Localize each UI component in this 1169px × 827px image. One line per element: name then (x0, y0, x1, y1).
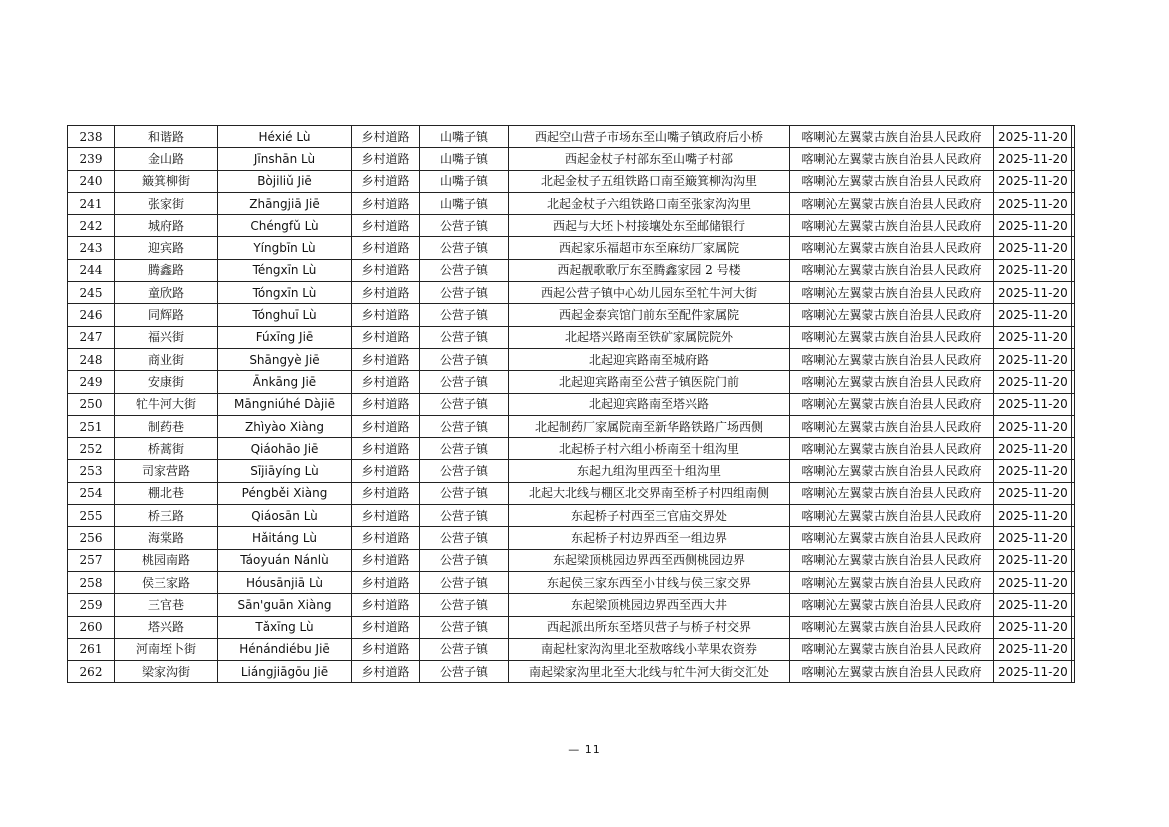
cell-name: 河南垤卜街 (115, 638, 218, 660)
cell-name: 梁家沟街 (115, 661, 218, 683)
cell-date: 2025-11-20 (994, 594, 1072, 616)
cell-description: 北起大北线与棚区北交界南至桥子村四组南侧 (509, 482, 790, 504)
cell-town: 公营子镇 (420, 438, 509, 460)
cell-note (1072, 661, 1075, 683)
cell-note (1072, 371, 1075, 393)
cell-description: 南起杜家沟沟里北至敖喀线小苹果农资券 (509, 638, 790, 660)
cell-category: 乡村道路 (352, 215, 420, 237)
cell-number: 238 (68, 126, 115, 148)
cell-pinyin: Ānkāng Jiē (218, 371, 352, 393)
cell-date: 2025-11-20 (994, 215, 1072, 237)
cell-category: 乡村道路 (352, 505, 420, 527)
cell-pinyin: Tǎxīng Lù (218, 616, 352, 638)
cell-date: 2025-11-20 (994, 393, 1072, 415)
cell-note (1072, 304, 1075, 326)
cell-pinyin: Sān'guān Xiàng (218, 594, 352, 616)
cell-number: 249 (68, 371, 115, 393)
cell-category: 乡村道路 (352, 170, 420, 192)
cell-authority: 喀喇沁左翼蒙古族自治县人民政府 (790, 170, 994, 192)
cell-authority: 喀喇沁左翼蒙古族自治县人民政府 (790, 259, 994, 281)
cell-pinyin: Qiáosān Lù (218, 505, 352, 527)
cell-pinyin: Tónghuī Lù (218, 304, 352, 326)
cell-category: 乡村道路 (352, 282, 420, 304)
cell-town: 公营子镇 (420, 482, 509, 504)
cell-note (1072, 415, 1075, 437)
cell-number: 255 (68, 505, 115, 527)
cell-authority: 喀喇沁左翼蒙古族自治县人民政府 (790, 215, 994, 237)
page-number: — 11 (568, 743, 601, 756)
table-row (68, 505, 1075, 527)
cell-pinyin: Táoyuán Nánlù (218, 549, 352, 571)
cell-number: 254 (68, 482, 115, 504)
cell-number: 257 (68, 549, 115, 571)
table-row (68, 148, 1075, 170)
cell-authority: 喀喇沁左翼蒙古族自治县人民政府 (790, 415, 994, 437)
cell-town: 公营子镇 (420, 393, 509, 415)
cell-number: 251 (68, 415, 115, 437)
cell-date: 2025-11-20 (994, 371, 1072, 393)
table-row (68, 438, 1075, 460)
cell-description: 北起金杖子六组铁路口南至张家沟沟里 (509, 192, 790, 214)
cell-category: 乡村道路 (352, 326, 420, 348)
cell-pinyin: Chéngfǔ Lù (218, 215, 352, 237)
cell-note (1072, 282, 1075, 304)
cell-name: 商业街 (115, 348, 218, 370)
cell-date: 2025-11-20 (994, 326, 1072, 348)
cell-name: 腾鑫路 (115, 259, 218, 281)
cell-town: 公营子镇 (420, 616, 509, 638)
cell-pinyin: Liángjiāgōu Jiē (218, 661, 352, 683)
cell-town: 公营子镇 (420, 215, 509, 237)
cell-date: 2025-11-20 (994, 571, 1072, 593)
cell-number: 250 (68, 393, 115, 415)
cell-note (1072, 348, 1075, 370)
cell-pinyin: Māngniúhé Dàjiē (218, 393, 352, 415)
cell-description: 西起家乐福超市东至麻纺厂家属院 (509, 237, 790, 259)
table-row (68, 549, 1075, 571)
cell-category: 乡村道路 (352, 638, 420, 660)
cell-number: 261 (68, 638, 115, 660)
cell-date: 2025-11-20 (994, 170, 1072, 192)
cell-description: 北起迎宾路南至公营子镇医院门前 (509, 371, 790, 393)
cell-date: 2025-11-20 (994, 438, 1072, 460)
cell-authority: 喀喇沁左翼蒙古族自治县人民政府 (790, 371, 994, 393)
cell-date: 2025-11-20 (994, 638, 1072, 660)
place-names-table (67, 125, 1075, 683)
cell-pinyin: Tóngxīn Lù (218, 282, 352, 304)
cell-town: 公营子镇 (420, 304, 509, 326)
table-row (68, 638, 1075, 660)
cell-number: 246 (68, 304, 115, 326)
cell-town: 公营子镇 (420, 460, 509, 482)
cell-note (1072, 259, 1075, 281)
cell-authority: 喀喇沁左翼蒙古族自治县人民政府 (790, 460, 994, 482)
cell-note (1072, 616, 1075, 638)
cell-name: 张家街 (115, 192, 218, 214)
cell-name: 棚北巷 (115, 482, 218, 504)
cell-pinyin: Shāngyè Jiē (218, 348, 352, 370)
cell-authority: 喀喇沁左翼蒙古族自治县人民政府 (790, 527, 994, 549)
table-row (68, 126, 1075, 148)
cell-category: 乡村道路 (352, 148, 420, 170)
cell-description: 东起桥子村西至三官庙交界处 (509, 505, 790, 527)
cell-description: 西起与大坯卜村接壤处东至邮储银行 (509, 215, 790, 237)
cell-category: 乡村道路 (352, 594, 420, 616)
cell-description: 北起桥子村六组小桥南至十组沟里 (509, 438, 790, 460)
cell-description: 东起梁顶桃园边界西至西大井 (509, 594, 790, 616)
cell-note (1072, 215, 1075, 237)
cell-description: 西起金杖子村部东至山嘴子村部 (509, 148, 790, 170)
cell-note (1072, 393, 1075, 415)
cell-category: 乡村道路 (352, 348, 420, 370)
cell-note (1072, 326, 1075, 348)
cell-date: 2025-11-20 (994, 192, 1072, 214)
cell-town: 公营子镇 (420, 282, 509, 304)
cell-number: 252 (68, 438, 115, 460)
cell-town: 公营子镇 (420, 326, 509, 348)
cell-description: 西起派出所东至塔贝营子与桥子村交界 (509, 616, 790, 638)
cell-authority: 喀喇沁左翼蒙古族自治县人民政府 (790, 594, 994, 616)
cell-authority: 喀喇沁左翼蒙古族自治县人民政府 (790, 237, 994, 259)
cell-description: 北起制药厂家属院南至新华路铁路广场西侧 (509, 415, 790, 437)
table-row (68, 215, 1075, 237)
table-row (68, 571, 1075, 593)
cell-date: 2025-11-20 (994, 616, 1072, 638)
cell-pinyin: Bòjiliǔ Jiē (218, 170, 352, 192)
cell-date: 2025-11-20 (994, 259, 1072, 281)
cell-name: 海棠路 (115, 527, 218, 549)
cell-authority: 喀喇沁左翼蒙古族自治县人民政府 (790, 282, 994, 304)
cell-category: 乡村道路 (352, 415, 420, 437)
cell-date: 2025-11-20 (994, 304, 1072, 326)
cell-pinyin: Jīnshān Lù (218, 148, 352, 170)
cell-description: 东起九组沟里西至十组沟里 (509, 460, 790, 482)
cell-date: 2025-11-20 (994, 482, 1072, 504)
cell-authority: 喀喇沁左翼蒙古族自治县人民政府 (790, 348, 994, 370)
cell-number: 253 (68, 460, 115, 482)
cell-town: 公营子镇 (420, 371, 509, 393)
cell-description: 东起梁顶桃园边界西至西侧桃园边界 (509, 549, 790, 571)
cell-name: 和谐路 (115, 126, 218, 148)
cell-number: 260 (68, 616, 115, 638)
cell-number: 248 (68, 348, 115, 370)
cell-name: 桥三路 (115, 505, 218, 527)
cell-note (1072, 438, 1075, 460)
cell-date: 2025-11-20 (994, 415, 1072, 437)
cell-date: 2025-11-20 (994, 505, 1072, 527)
cell-date: 2025-11-20 (994, 460, 1072, 482)
cell-category: 乡村道路 (352, 371, 420, 393)
cell-pinyin: Hénándiébu Jiē (218, 638, 352, 660)
cell-note (1072, 126, 1075, 148)
cell-note (1072, 460, 1075, 482)
cell-number: 239 (68, 148, 115, 170)
cell-category: 乡村道路 (352, 126, 420, 148)
cell-date: 2025-11-20 (994, 126, 1072, 148)
cell-name: 安康街 (115, 371, 218, 393)
cell-description: 东起侯三家东西至小甘线与侯三家交界 (509, 571, 790, 593)
cell-description: 东起桥子村边界西至一组边界 (509, 527, 790, 549)
cell-category: 乡村道路 (352, 259, 420, 281)
cell-note (1072, 594, 1075, 616)
table-row (68, 661, 1075, 683)
cell-note (1072, 571, 1075, 593)
cell-town: 公营子镇 (420, 661, 509, 683)
cell-name: 金山路 (115, 148, 218, 170)
table-row (68, 482, 1075, 504)
cell-authority: 喀喇沁左翼蒙古族自治县人民政府 (790, 505, 994, 527)
cell-town: 公营子镇 (420, 571, 509, 593)
cell-name: 三官巷 (115, 594, 218, 616)
cell-name: 簸箕柳街 (115, 170, 218, 192)
cell-description: 北起迎宾路南至城府路 (509, 348, 790, 370)
cell-description: 西起空山营子市场东至山嘴子镇政府后小桥 (509, 126, 790, 148)
cell-note (1072, 505, 1075, 527)
cell-pinyin: Hóusānjiā Lù (218, 571, 352, 593)
table-row (68, 527, 1075, 549)
table-row (68, 393, 1075, 415)
cell-authority: 喀喇沁左翼蒙古族自治县人民政府 (790, 326, 994, 348)
cell-number: 262 (68, 661, 115, 683)
cell-pinyin: Qiáohāo Jiē (218, 438, 352, 460)
cell-description: 西起公营子镇中心幼儿园东至牤牛河大街 (509, 282, 790, 304)
cell-number: 244 (68, 259, 115, 281)
cell-authority: 喀喇沁左翼蒙古族自治县人民政府 (790, 126, 994, 148)
cell-category: 乡村道路 (352, 616, 420, 638)
cell-number: 256 (68, 527, 115, 549)
cell-authority: 喀喇沁左翼蒙古族自治县人民政府 (790, 482, 994, 504)
cell-pinyin: Yíngbīn Lù (218, 237, 352, 259)
cell-number: 243 (68, 237, 115, 259)
cell-name: 牤牛河大街 (115, 393, 218, 415)
cell-authority: 喀喇沁左翼蒙古族自治县人民政府 (790, 549, 994, 571)
cell-town: 山嘴子镇 (420, 148, 509, 170)
cell-pinyin: Zhìyào Xiàng (218, 415, 352, 437)
cell-note (1072, 192, 1075, 214)
cell-category: 乡村道路 (352, 460, 420, 482)
cell-number: 259 (68, 594, 115, 616)
cell-name: 桃园南路 (115, 549, 218, 571)
cell-date: 2025-11-20 (994, 661, 1072, 683)
cell-town: 山嘴子镇 (420, 192, 509, 214)
cell-description: 北起迎宾路南至塔兴路 (509, 393, 790, 415)
cell-authority: 喀喇沁左翼蒙古族自治县人民政府 (790, 638, 994, 660)
cell-description: 南起梁家沟里北至大北线与牤牛河大街交汇处 (509, 661, 790, 683)
cell-number: 245 (68, 282, 115, 304)
cell-name: 童欣路 (115, 282, 218, 304)
cell-authority: 喀喇沁左翼蒙古族自治县人民政府 (790, 616, 994, 638)
cell-note (1072, 549, 1075, 571)
cell-name: 迎宾路 (115, 237, 218, 259)
table-row (68, 326, 1075, 348)
cell-description: 西起金泰宾馆门前东至配件家属院 (509, 304, 790, 326)
cell-date: 2025-11-20 (994, 282, 1072, 304)
table-row (68, 259, 1075, 281)
cell-pinyin: Fúxīng Jiē (218, 326, 352, 348)
cell-category: 乡村道路 (352, 571, 420, 593)
cell-number: 242 (68, 215, 115, 237)
cell-date: 2025-11-20 (994, 549, 1072, 571)
cell-number: 241 (68, 192, 115, 214)
cell-town: 公营子镇 (420, 237, 509, 259)
cell-note (1072, 638, 1075, 660)
cell-pinyin: Téngxīn Lù (218, 259, 352, 281)
cell-number: 240 (68, 170, 115, 192)
cell-town: 公营子镇 (420, 549, 509, 571)
cell-name: 福兴街 (115, 326, 218, 348)
cell-town: 公营子镇 (420, 505, 509, 527)
cell-authority: 喀喇沁左翼蒙古族自治县人民政府 (790, 438, 994, 460)
cell-town: 公营子镇 (420, 259, 509, 281)
cell-authority: 喀喇沁左翼蒙古族自治县人民政府 (790, 304, 994, 326)
table-row (68, 594, 1075, 616)
cell-category: 乡村道路 (352, 661, 420, 683)
cell-category: 乡村道路 (352, 304, 420, 326)
table-row (68, 415, 1075, 437)
table-row (68, 460, 1075, 482)
cell-pinyin: Héxié Lù (218, 126, 352, 148)
cell-pinyin: Zhāngjiā Jiē (218, 192, 352, 214)
table-row (68, 192, 1075, 214)
table-body (68, 126, 1075, 683)
cell-description: 西起靓歌歌厅东至腾鑫家园 2 号楼 (509, 259, 790, 281)
cell-note (1072, 170, 1075, 192)
cell-name: 司家营路 (115, 460, 218, 482)
cell-description: 北起金杖子五组铁路口南至簸箕柳沟沟里 (509, 170, 790, 192)
cell-town: 公营子镇 (420, 348, 509, 370)
cell-pinyin: Péngběi Xiàng (218, 482, 352, 504)
cell-note (1072, 237, 1075, 259)
cell-town: 山嘴子镇 (420, 170, 509, 192)
cell-authority: 喀喇沁左翼蒙古族自治县人民政府 (790, 192, 994, 214)
cell-town: 公营子镇 (420, 594, 509, 616)
cell-category: 乡村道路 (352, 482, 420, 504)
cell-date: 2025-11-20 (994, 237, 1072, 259)
cell-name: 城府路 (115, 215, 218, 237)
table-row (68, 304, 1075, 326)
cell-name: 桥蒿街 (115, 438, 218, 460)
cell-name: 侯三家路 (115, 571, 218, 593)
cell-date: 2025-11-20 (994, 527, 1072, 549)
cell-authority: 喀喇沁左翼蒙古族自治县人民政府 (790, 148, 994, 170)
cell-number: 258 (68, 571, 115, 593)
table-row (68, 282, 1075, 304)
cell-number: 247 (68, 326, 115, 348)
table-row (68, 348, 1075, 370)
cell-note (1072, 527, 1075, 549)
cell-note (1072, 482, 1075, 504)
table-row (68, 371, 1075, 393)
cell-name: 塔兴路 (115, 616, 218, 638)
cell-note (1072, 148, 1075, 170)
cell-town: 公营子镇 (420, 415, 509, 437)
cell-town: 公营子镇 (420, 638, 509, 660)
cell-category: 乡村道路 (352, 438, 420, 460)
cell-town: 山嘴子镇 (420, 126, 509, 148)
table-row (68, 616, 1075, 638)
cell-category: 乡村道路 (352, 192, 420, 214)
cell-authority: 喀喇沁左翼蒙古族自治县人民政府 (790, 393, 994, 415)
cell-pinyin: Hǎitáng Lù (218, 527, 352, 549)
cell-category: 乡村道路 (352, 527, 420, 549)
cell-date: 2025-11-20 (994, 148, 1072, 170)
cell-date: 2025-11-20 (994, 348, 1072, 370)
table-row (68, 170, 1075, 192)
cell-name: 制药巷 (115, 415, 218, 437)
cell-authority: 喀喇沁左翼蒙古族自治县人民政府 (790, 661, 994, 683)
cell-category: 乡村道路 (352, 393, 420, 415)
cell-authority: 喀喇沁左翼蒙古族自治县人民政府 (790, 571, 994, 593)
cell-description: 北起塔兴路南至铁矿家属院院外 (509, 326, 790, 348)
table-row (68, 237, 1075, 259)
cell-pinyin: Sījiāyíng Lù (218, 460, 352, 482)
cell-town: 公营子镇 (420, 527, 509, 549)
cell-category: 乡村道路 (352, 237, 420, 259)
cell-category: 乡村道路 (352, 549, 420, 571)
cell-name: 同辉路 (115, 304, 218, 326)
